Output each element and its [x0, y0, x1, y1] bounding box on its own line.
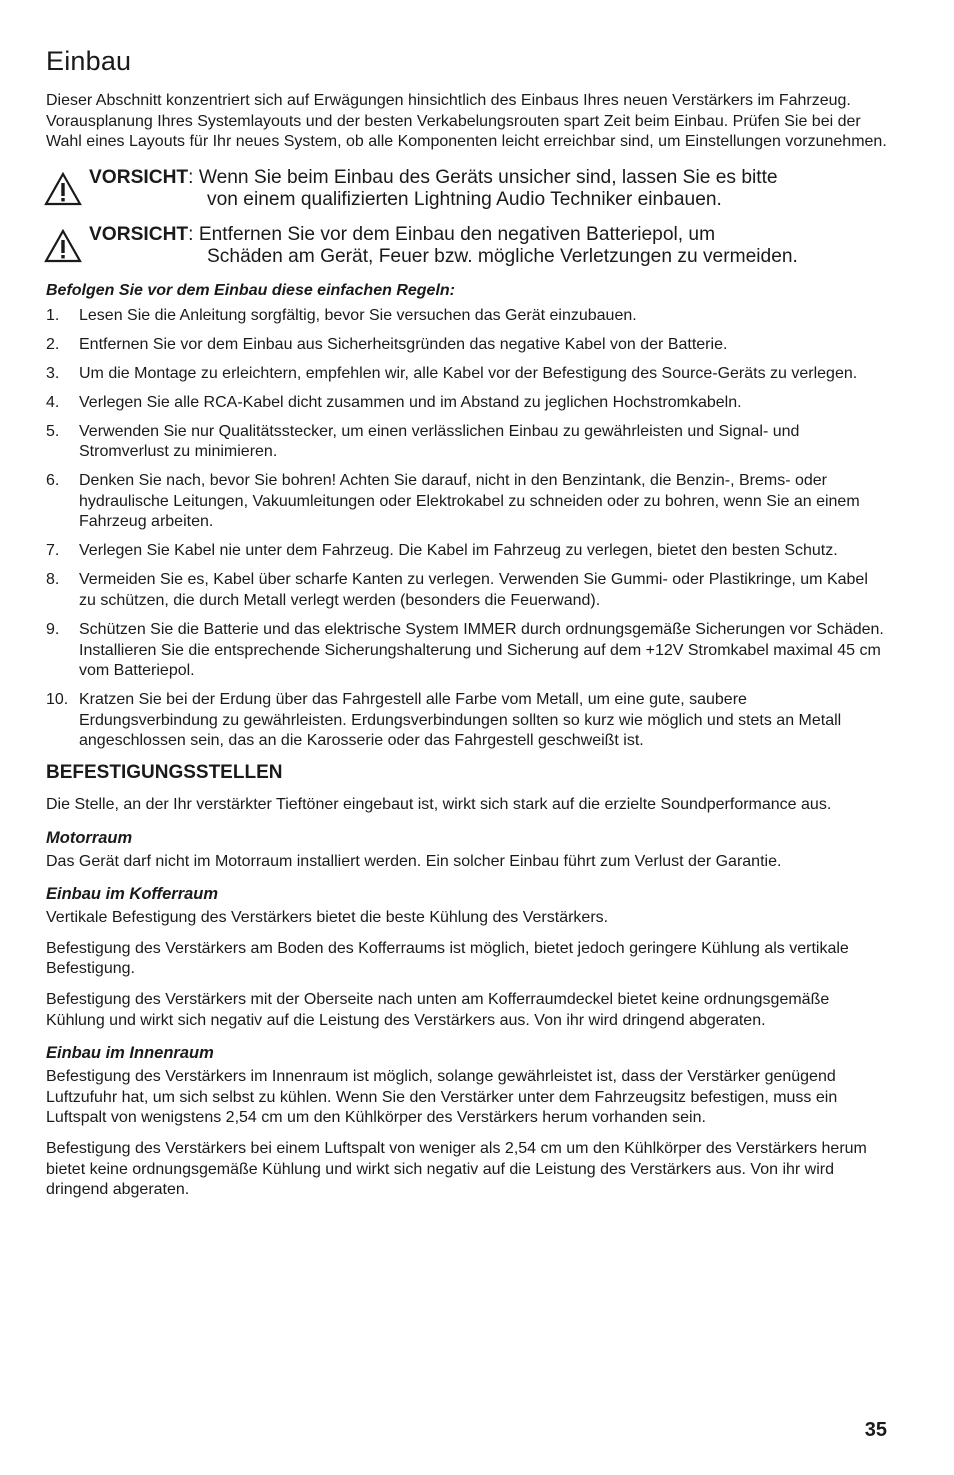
- subheading-kofferraum: Einbau im Kofferraum: [46, 885, 219, 904]
- page-number: 35: [864, 1419, 887, 1441]
- list-number: 2.: [46, 335, 60, 353]
- list-text: Um die Montage zu erleichtern, empfehlen wir, alle Kabel vor der Befestigung des Source-Geräts zu verlegen.: [79, 364, 858, 382]
- caution-text-line1: : Entfernen Sie vor dem Einbau den negativen Batteriepol, um: [188, 223, 716, 245]
- caution-text-line2: von einem qualifizierten Lightning Audio Techniker einbauen.: [207, 188, 722, 210]
- list-number: 8.: [46, 571, 60, 589]
- list-text: Verwenden Sie nur Qualitätsstecker, um einen verlässlichen Einbau zu gewährleisten und Signal- und Stromverlust zu minimieren.: [79, 422, 800, 461]
- list-item: [46, 541, 888, 562]
- kofferraum-paragraph-3: Befestigung des Verstärkers mit der Oberseite nach unten am Kofferraumdeckel bietet keine ordnungsgemäße Kühlung und wirkt sich negativ auf die Leistung des Verstärkers aus. Von ihr wird dringend abgeraten.: [46, 990, 830, 1029]
- list-text: Kratzen Sie bei der Erdung über das Fahrgestell alle Farbe vom Metall, um eine gute, saubere Erdungsverbindung zu gewährleisten. Erdungsverbindungen sollten so kurz wie möglich und stets an Metall angeschlossen sein, das an die Karosserie oder das Fahrgestell geschweißt ist.: [79, 691, 842, 750]
- caution-block: [46, 224, 888, 268]
- innenraum-paragraph-2: Befestigung des Verstärkers bei einem Luftspalt von weniger als 2,54 cm um den Kühlkörper des Verstärkers herum bietet keine ordnungsgemäße Kühlung und wirkt sich negativ auf die Leistung des Verstärkers aus. Von ihr wird dringend abgeraten.: [46, 1139, 867, 1199]
- subheading-innenraum: Einbau im Innenraum: [46, 1044, 214, 1063]
- kofferraum-paragraph-1: Vertikale Befestigung des Verstärkers bietet die beste Kühlung des Verstärkers.: [46, 909, 609, 927]
- caution-text-line1: : Wenn Sie beim Einbau des Geräts unsicher sind, lassen Sie es bitte: [188, 166, 778, 188]
- caution-label: VORSICHT: [89, 223, 189, 245]
- subheading-motorraum: Motorraum: [46, 828, 133, 847]
- caution-block: [46, 167, 888, 211]
- motorraum-text: Das Gerät darf nicht im Motorraum installiert werden. Ein solcher Einbau führt zum Verlust der Garantie.: [46, 852, 782, 870]
- list-item: [46, 335, 888, 356]
- caution-label: VORSICHT: [89, 166, 189, 188]
- list-number: 4.: [46, 393, 60, 411]
- intro-paragraph: Dieser Abschnitt konzentriert sich auf Erwägungen hinsichtlich des Einbaus Ihres neuen Verstärkers im Fahrzeug. Vorausplanung Ihres Systemlayouts und der besten Verkabelungsrouten spart Zeit beim Einbau. Prüfen Sie bei der Wahl eines Layouts für Ihr neues System, ob alle Komponenten leicht erreichbar sind, um Einstellungen vorzunehmen.: [46, 92, 887, 151]
- caution-text-line2: Schäden am Gerät, Feuer bzw. mögliche Verletzungen zu vermeiden.: [207, 245, 798, 267]
- list-item: [46, 570, 888, 611]
- list-number: 1.: [46, 306, 60, 324]
- list-number: 5.: [46, 422, 60, 440]
- page-content: [46, 45, 888, 1211]
- warning-triangle-icon: [44, 172, 82, 206]
- list-text: Vermeiden Sie es, Kabel über scharfe Kanten zu verlegen. Verwenden Sie Gummi- oder Plastikringe, um Kabel zu schützen, die durch Metall verlegt werden (besonders die Feuerwand).: [79, 571, 868, 610]
- section-intro: Die Stelle, an der Ihr verstärkter Tieftöner eingebaut ist, wirkt sich stark auf die erzielte Soundperformance aus.: [46, 795, 832, 813]
- list-item: [46, 306, 888, 327]
- list-number: 7.: [46, 542, 60, 560]
- list-number: 9.: [46, 621, 60, 639]
- rules-heading: Befolgen Sie vor dem Einbau diese einfachen Regeln:: [46, 281, 455, 299]
- list-number: 6.: [46, 472, 60, 490]
- list-text: Schützen Sie die Batterie und das elektrische System IMMER durch ordnungsgemäße Sicherungen vor Schäden. Installieren Sie die entsprechende Sicherungshalterung und Sicherung auf dem +12V Stromkabel maximal 45 cm vom Batteriepol.: [79, 621, 884, 680]
- innenraum-paragraph-1: Befestigung des Verstärkers im Innenraum ist möglich, solange gewährleistet ist, dass der Verstärker genügend Luftzufuhr hat, um sich selbst zu kühlen. Wenn Sie den Verstärker unter dem Fahrzeugsitz befestigen, muss ein Luftspalt von wenigstens 2,54 cm um den Kühlkörper des Verstärkers herum vorhanden sein.: [46, 1068, 838, 1127]
- list-item: [46, 393, 888, 414]
- list-text: Verlegen Sie Kabel nie unter dem Fahrzeug. Die Kabel im Fahrzeug zu verlegen, bietet den besten Schutz.: [79, 542, 838, 560]
- page-title: Einbau: [46, 46, 132, 76]
- list-item: [46, 471, 888, 533]
- list-text: Denken Sie nach, bevor Sie bohren! Achten Sie darauf, nicht in den Benzintank, die Benzin-, Brems- oder hydraulische Leitungen, Vakuumleitungen oder Elektrokabel zu schneiden oder zu bohren, wenn Sie an einem Fahrzeug arbeiten.: [79, 472, 860, 531]
- kofferraum-paragraph-2: Befestigung des Verstärkers am Boden des Kofferraums ist möglich, bietet jedoch geringere Kühlung als vertikale Befestigung.: [46, 939, 849, 978]
- list-text: Entfernen Sie vor dem Einbau aus Sicherheitsgründen das negative Kabel von der Batterie.: [79, 335, 728, 353]
- section-heading: BEFESTIGUNGSSTELLEN: [46, 761, 283, 783]
- list-item: [46, 620, 888, 682]
- warning-triangle-icon: [44, 229, 82, 263]
- list-item: [46, 690, 888, 752]
- list-number: 3.: [46, 364, 60, 382]
- list-item: [46, 364, 888, 385]
- list-text: Lesen Sie die Anleitung sorgfältig, bevor Sie versuchen das Gerät einzubauen.: [79, 306, 637, 324]
- list-number: 10.: [46, 691, 69, 709]
- list-item: [46, 422, 888, 463]
- list-text: Verlegen Sie alle RCA-Kabel dicht zusammen und im Abstand zu jeglichen Hochstromkabeln.: [79, 393, 742, 411]
- rules-list: [46, 306, 888, 752]
